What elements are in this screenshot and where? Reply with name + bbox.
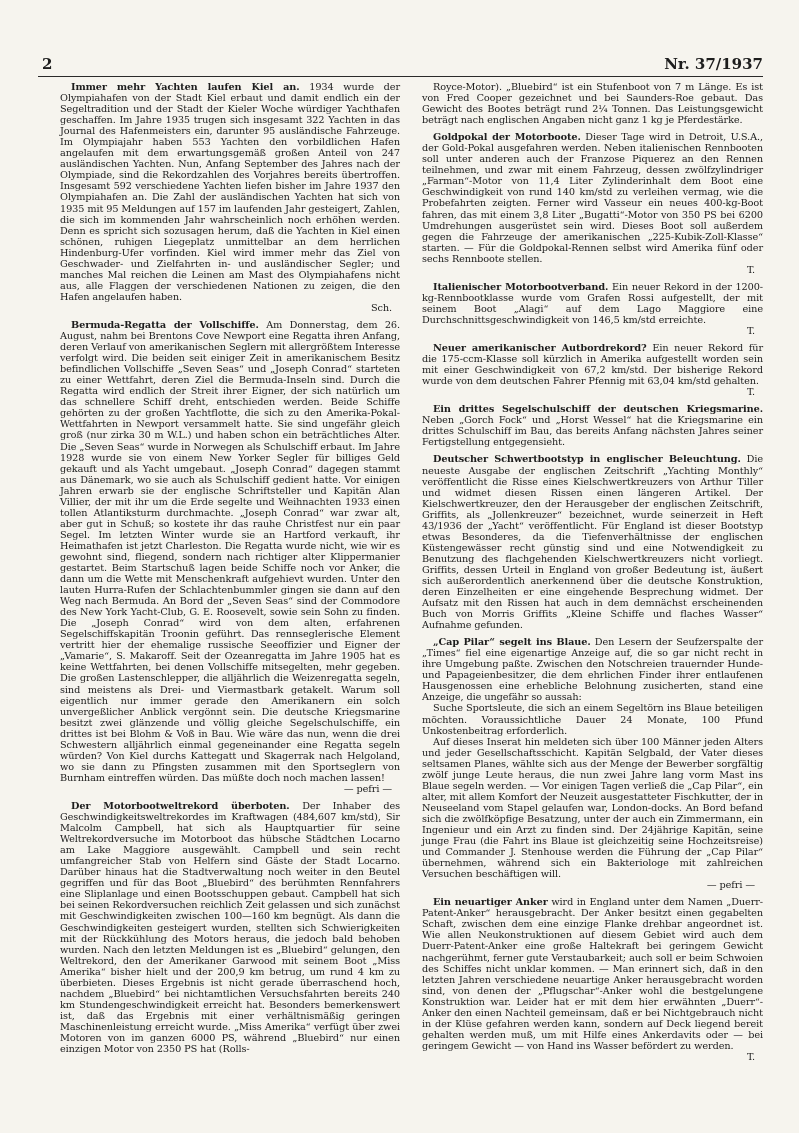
- article-title: Der Motorbootweltrekord überboten.: [71, 801, 290, 812]
- article-paragraph: [422, 404, 763, 448]
- article-text: wird in England unter dem Namen „Duerr-Patent-Anker“ herausgebracht. Der Anker besitzt einen gegabelten Schaft, zwischen dem eine einzige Flanke drehbar angeordnet ist. Wie allen Neukonstruktionen auf diesem Gebiet wird auch dem Duerr-Patent-Anker eine große Haltekraft bei geringem Gewicht nachgerühmt, ferner gute Verstaubarkeit; auch soll er beim Schwoien des Schiffes nicht unklar kommen. — Man erinnert sich, daß in den letzten Jahren verschiedene neuartige Anker herausgebracht worden sind, von denen der „Pflugschar“-Anker wohl die bestgelungene Konstruktion war. Leider hat er mit dem hier erwähnten „Duerr“-Anker den einen Nachteil gemeinsam, daß er bei Nichtgebrauch nicht in der Klüse gefahren werden kann, sondern auf Deck liegend bereit gehalten werden muß, um mit Hilfe eines Ankerdavits oder — bei geringem Gewicht — von Hand ins Wasser befördert zu werden.: [422, 897, 763, 1052]
- article-paragraph: [422, 343, 763, 387]
- article-paragraph: [422, 637, 763, 703]
- article-title: Bermuda-Regatta der Vollschiffe.: [71, 319, 259, 331]
- article-paragraph: [60, 82, 400, 303]
- article: [422, 454, 763, 631]
- author-signature: T.: [747, 1051, 755, 1063]
- article-paragraph: [422, 282, 763, 326]
- author-signature: T.: [747, 264, 755, 276]
- article-text: Neben „Gorch Fock“ und „Horst Wessel“ hat die Kriegsmarine ein drittes Schulschiff im Bau, das bereits Anfang nächsten Jahres seiner Fertigstellung entgegensieht.: [422, 415, 763, 449]
- article: [422, 132, 763, 276]
- article: [60, 801, 400, 1055]
- author-signature: — pefri —: [343, 783, 392, 795]
- article: [422, 82, 763, 126]
- article-title: „Cap Pilar“ segelt ins Blaue.: [433, 637, 591, 649]
- article: [60, 320, 400, 795]
- article-paragraph: Auf dieses Inserat hin meldeten sich über 100 Männer jeden Alters und jeder Gesellschaftsschicht. Kapitän Selgbald, der Vater dieses seltsamen Planes, wählte sich aus der Menge der Bewerber sorgfältig zwölf junge Leute heraus, die nun zwei Jahre lang vorm Mast ins Blaue segeln werden. — Vor einigen Tagen verließ die „Cap Pilar“, ein alter, mit allem Komfort der Neuzeit ausgestatteter Fischkutter, der in Neuseeland vom Stapel gelaufen war, London-docks. An Bord befand sich die zwölfköpfige Besatzung, unter der auch ein Zimmermann, ein Ingenieur und ein Arzt zu finden sind. Der 24jährige Kapitän, seine junge Frau (die Fahrt ins Blaue ist gleichzeitig seine Hochzeitsreise) und Commander J. Stenhouse werden die Führung der „Cap Pilar“ übernehmen, während sich ein Bakteriologe mit zahlreichen Versuchen beschäftigen will.: [422, 736, 763, 881]
- article: [422, 343, 763, 398]
- author-signature: — pefri —: [706, 880, 755, 892]
- article-paragraph: [422, 454, 763, 631]
- article-text: Royce-Motor). „Bluebird“ ist ein Stufenboot von 7 m Länge. Es ist von Fred Cooper gezeichnet und bei Saunders-Roe gebaut. Das Gewicht des Bootes beträgt rund 2¼ Tonnen. Das Leistungsgewicht beträgt nach englischen Angaben nicht ganz 1 kg je Pferdestärke.: [422, 82, 763, 127]
- article: [60, 82, 400, 314]
- article-paragraph: [60, 320, 400, 784]
- author-signature: T.: [747, 325, 755, 337]
- article-paragraph: [422, 897, 763, 1052]
- left-column: [60, 82, 400, 1069]
- page-header: [38, 54, 763, 77]
- article-title: Ein drittes Segelschulschiff der deutschen Kriegsmarine.: [433, 404, 763, 416]
- article-text: Dieser Tage wird in Detroit, U.S.A., der Gold-Pokal ausgefahren werden. Neben italienischen Rennbooten soll unter anderen auch der Franzose Piquerez an den Rennen teilnehmen, und zwar mit einem Fahrzeug, dessen zwölfzylindriger „Farman“-Motor von 11,4 Liter Zylinderinhalt dem Boot eine Geschwindigkeit von rund 140 km/std zu verleihen vermag, wie die Probefahrten zeigten. Ferner wird Vasseur ein neues 400-kg-Boot fahren, das mit einem 3,8 Liter „Bugatti“-Motor von 350 PS bei 6200 Umdrehungen ausgerüstet sein wird. Dieses Boot soll außerdem gegen die Fahrzeuge der amerikanischen „225-Kubik-Zoll-Klasse“ starten. — Für die Goldpokal-Rennen selbst wird Amerika fünf oder sechs Rennboote stellen.: [422, 132, 763, 265]
- page-number: 2: [42, 55, 53, 73]
- article-paragraph: [422, 82, 763, 126]
- right-column: [422, 82, 763, 1069]
- article-text: Ein neuer Rekord für die 175-ccm-Klasse soll kürzlich in Amerika aufgestellt worden sein mit einer Geschwindigkeit von 67,2 km/std. Der bisherige Rekord wurde von dem deutschen Fahrer Pfennig mit 63,04 km/std gehalten.: [422, 343, 764, 388]
- article-paragraph: [422, 132, 763, 265]
- article-text: Den Lesern der Seufzerspalte der „Times“ fiel eine eigenartige Anzeige auf, die so gar nicht recht in ihre Umgebung paßte. Zwischen den Notschreien trauernder Hunde- und Papageienbesitzer, die dem ehrlichen Finder ihrer entlaufenen Hausgenossen eine erhebliche Belohnung zusicherten, stand eine Anzeige, die ungefähr so aussah:: [422, 637, 764, 704]
- article: [422, 897, 763, 1063]
- article-text: Am Donnerstag, dem 26. August, nahm bei Brentons Cove Newport eine Regatta ihren Anfang, deren Verlauf von amerikanischen Seglern mit allergrößtem Interesse verfolgt wird. Die beiden seit einiger Zeit in amerikanischem Besitz befindlichen Vollschiffe „Seven Seas“ und „Joseph Conrad“ starteten zu einer Wettfahrt, deren Ziel die Bermuda-Inseln sind. Durch die Regatta wird endlich der Streit ihrer Eigner, der sich natürlich um das schnellere Schiff dreht, entschieden werden. Beide Schiffe gehörten zu der großen Yachtflotte, die sich zu den Amerika-Pokal-Wettfahrten in Newport versammelt hatte. Sie sind ungefähr gleich groß (nur zirka 30 m W.L.) und haben schon ein beträchtliches Alter. Die „Seven Seas“ wurde in Norwegen als Schulschiff erbaut. Im Jahre 1928 wurde sie von einem New Yorker Segler für billiges Geld gekauft und als Yacht umgebaut. „Joseph Conrad“ dagegen stammt aus Dänemark, wo sie auch als Schulschiff gedient hatte. Vor einigen Jahren erwarb sie der englische Schriftsteller und Kapitän Alan Villier, der mit ihr um die Erde segelte und Weihnachten 1933 einen tollen Atlantiksturm durchmachte. „Joseph Conrad“ war zwar alt, aber gut in Schuß; so kostete ihr das rauhe Christfest nur ein paar Segel. Im letzten Winter wurde sie an Hartford verkauft, ihr Heimathafen ist jetzt Charleston. Die Regatta wurde nicht, wie wir es gewohnt sind, fliegend, sondern nach richtiger alter Klippermanier gestartet. Beim Startschuß lagen beide Schiffe noch vor Anker, die dann um die Wette mit Menschenkraft aufgehievt wurden. Unter den lauten Hurra-Rufen der Schlachtenbummler gingen sie dann auf den Weg nach Bermuda. An Bord der „Seven Seas“ sind der Commodore des New York Yacht-Club, G. E. Roosevelt, sowie sein Sohn zu finden. Die „Joseph Conrad“ wird von dem alten, erfahrenen Segelschiffskapitän Troonin geführt. Das rennseglerische Element vertritt hier der ehemalige russische Seeoffizier und Eigner der „Vamarie“, S. Makaroff. Seit der Ozeanregatta im Jahre 1905 hat es keine Wettfahrten, bei denen Vollschiffe mitsegelten, mehr gegeben. Die großen Lastenschlepper, die alljährlich die Weizenregatta segeln, sind meistens als Drei- und Viermastbark getakelt. Warum soll eigentlich nur immer gerade den Amerikanern ein solch unvergeßlicher Anblick vergönnt sein. Die deutsche Kriegsmarine besitzt zwei glänzende und völlig gleiche Segelschulschiffe, ein drittes ist bei Blohm & Voß in Bau. Wie wäre das nun, wenn die drei Schwestern alljährlich einmal gegeneinander eine Regatta segeln würden? Von Kiel durchs Kattegatt und Skagerrak nach Helgoland, wo sie dann zu Pfingsten zusammen mit den Sportseglern von Burnham eintreffen würden. Das müßte doch noch machen lassen!: [60, 319, 401, 784]
- article: [422, 637, 763, 891]
- article-title: Immer mehr Yachten laufen Kiel an.: [71, 82, 300, 93]
- article-text: Die neueste Ausgabe der englischen Zeitschrift „Yachting Monthly“ veröffentlicht die Risse eines Kielschwertkreuzers von Arthur Tiller und widmet diesen Rissen einen längeren Artikel. Der Kielschwertkreuzer, den der Herausgeber der englischen Zeitschrift, Griffits, als „Jollenkreuzer“ bezeichnet, wurde seinerzeit in Heft 43/1936 der „Yacht“ veröffentlicht. Für England ist dieser Bootstyp etwas Besonderes, da die Tiefenverhältnisse der englischen Küstengewässer recht günstig sind und eine Notwendigkeit zu Benutzung des flachgehenden Kielschwertkreuzers nicht vorliegt. Griffits, dessen Urteil in England von großer Bedeutung ist, äußert sich außerordentlich anerkennend über die deutsche Konstruktion, deren Einzelheiten er eine eingehende Besprechung widmet. Der Aufsatz mit den Rissen hat auch in dem demnächst erscheinenden Buch von Morris Griffits „Kleine Schiffe und flaches Wasser“ Aufnahme gefunden.: [422, 454, 764, 632]
- author-signature: T.: [747, 387, 755, 399]
- article-title: Deutscher Schwertbootstyp in englischer Beleuchtung.: [433, 454, 741, 466]
- advertisement-quote: Suche Sportsleute, die sich an einem Segeltörn ins Blaue beteiligen möchten. Voraussichtliche Dauer 24 Monate, 100 Pfund Unkostenbeitrag erforderlich.: [422, 703, 763, 737]
- article-title: Goldpokal der Motorboote.: [433, 132, 581, 144]
- article-text: Ein neuer Rekord in der 1200-kg-Rennbootklasse wurde vom Grafen Rossi aufgestellt, der mit seinem Boot „Alagi“ auf dem Lago Maggiore eine Durchschnittsgeschwindigkeit von 146,5 km/std erreichte.: [422, 281, 763, 326]
- author-signature: Sch.: [370, 302, 392, 314]
- article-text: Der Inhaber des Geschwindigkeitsweltrekordes im Kraftwagen (484,607 km/std), Sir Malcolm Campbell, hat sich als Hauptquartier für seine Weltrekordversuche im Motorboot das hübsche Städtchen Locarno am Lake Maggiore ausgewählt. Campbell und sein recht umfangreicher Stab von Helfern sind Gäste der Stadt Locarno. Darüber hinaus hat die Stadtverwaltung noch weiter in den Beutel gegriffen und für das Boot „Bluebird“ des berühmten Rennfahrers eine Sliplanlage und einen Bootsschuppen gebaut. Campbell hat sich bei seinen Rekordversuchen reichlich Zeit gelassen und sich zunächst mit Geschwindigkeiten zwischen 100—160 km begnügt. Als dann die Geschwindigkeiten gesteigert wurden, stellten sich Schwierigkeiten mit der Rückkühlung des Motors heraus, die jedoch bald behoben wurden. Nach den letzten Meldungen ist es „Bluebird“ gelungen, den Weltrekord, den der Amerikaner Garwood mit seinem Boot „Miss Amerika“ bisher hielt und der 200,9 km betrug, um rund 4 km zu überbieten. Dieses Ergebnis ist nicht gerade überraschend hoch, nachdem „Bluebird“ bei nichtamtlichen Versuchsfahrten bereits 240 km Stundengeschwindigkeit erreicht hat. Besonders bemerkenswert ist, daß das Ergebnis mit einer verhältnismäßig geringen Maschinenleistung erreicht wurde. „Miss Amerika“ verfügt über zwei Motoren von im ganzen 6000 PS, während „Bluebird“ nur einen einzigen Motor von 2350 PS hat (Rolls-: [60, 801, 400, 1056]
- issue-number: Nr. 37/1937: [664, 55, 763, 73]
- article-paragraph: [60, 801, 400, 1055]
- article-title: Italienischer Motorbootverband.: [433, 281, 609, 293]
- article-columns: [60, 82, 763, 1069]
- article-title: Ein neuartiger Anker: [433, 897, 548, 909]
- article: [422, 404, 763, 448]
- article-text: 1934 wurde der Olympiahafen von der Stadt Kiel erbaut und damit endlich ein der Segeltradition und der Stadt der Kieler Woche würdiger Yachthafen geschaffen. Im Jahre 1935 trugen sich insgesamt 322 Yachten in das Journal des Hafenmeisters ein, darunter 95 ausländische Fahrzeuge. Im Olympiajahr haben 553 Yachten den vorbildlichen Hafen angelaufen mit dem erwartungsgemäß großen Anteil von 247 ausländischen Yachten. Nun, Anfang September des Jahres nach der Olympiade, sind die Rekordzahlen des Vorjahres bereits übertroffen. Insgesamt 592 verschiedene Yachten liefen bisher im Jahre 1937 den Olympiahafen an. Die Zahl der ausländischen Yachten hat sich von 1935 mit 95 Meldungen auf 157 im laufenden Jahr gesteigert, Zahlen, die sich im kommenden Jahr wahrscheinlich noch erhöhen werden. Denn es spricht sich sozusagen herum, daß die Yachten in Kiel einen schönen, ruhigen Liegeplatz unmittelbar an dem herrlichen Hindenburg-Ufer vorfinden. Kiel wird immer mehr das Ziel von Geschwader- und Zielfahrten in- und ausländischer Segler; und manches Mal reichen die Leinen am Mast des Olympiahafens nicht aus, alle Flaggen der verschiedenen Nationen zu zeigen, die den Hafen angelaufen haben.: [60, 82, 401, 303]
- article-title: Neuer amerikanischer Autbordrekord?: [433, 343, 647, 355]
- article: [422, 282, 763, 337]
